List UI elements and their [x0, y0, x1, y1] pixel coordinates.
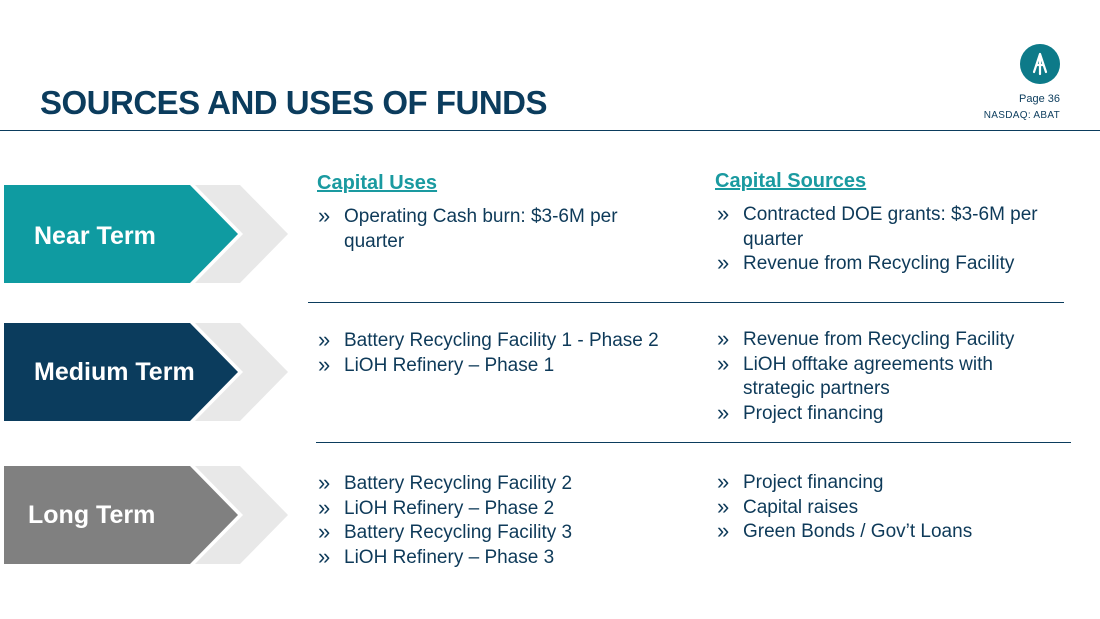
title-divider — [0, 130, 1100, 131]
list-item: » LiOH Refinery – Phase 1 — [318, 354, 698, 379]
medium-term-sources-list — [717, 328, 1047, 427]
ticker-symbol: NASDAQ: ABAT — [983, 110, 1060, 121]
list-item: » LiOH offtake agreements with strategic partners — [717, 353, 1047, 402]
list-item: » LiOH Refinery – Phase 3 — [318, 546, 678, 571]
medium-term-uses-list — [318, 329, 698, 378]
near-term-uses-list — [318, 205, 678, 254]
near-term-label: Near Term — [34, 222, 156, 250]
list-item: » Operating Cash burn: $3-6M per quarter — [318, 205, 678, 254]
list-item: » Capital raises — [717, 496, 1047, 521]
row-divider — [316, 442, 1071, 443]
company-logo-icon — [1020, 44, 1060, 84]
capital-uses-heading: Capital Uses — [317, 172, 438, 194]
list-item: » LiOH Refinery – Phase 2 — [318, 497, 678, 522]
list-item: » Battery Recycling Facility 2 — [318, 472, 678, 497]
medium-term-label: Medium Term — [34, 358, 195, 386]
list-item: » Project financing — [717, 471, 1047, 496]
list-item: » Green Bonds / Gov’t Loans — [717, 520, 1047, 545]
long-term-uses-list — [318, 472, 678, 571]
list-item: » Battery Recycling Facility 3 — [318, 521, 678, 546]
row-divider — [308, 302, 1064, 303]
list-item: » Contracted DOE grants: $3-6M per quarter — [717, 203, 1047, 252]
capital-sources-heading: Capital Sources — [715, 170, 867, 192]
near-term-sources-list — [717, 203, 1047, 277]
long-term-sources-list — [717, 471, 1047, 545]
list-item: » Revenue from Recycling Facility — [717, 252, 1047, 277]
page-title: SOURCES AND USES OF FUNDS — [40, 84, 547, 121]
list-item: » Project financing — [717, 402, 1047, 427]
long-term-label: Long Term — [28, 501, 156, 529]
list-item: » Battery Recycling Facility 1 - Phase 2 — [318, 329, 698, 354]
list-item: » Revenue from Recycling Facility — [717, 328, 1047, 353]
page-number: Page 36 — [1019, 93, 1060, 105]
